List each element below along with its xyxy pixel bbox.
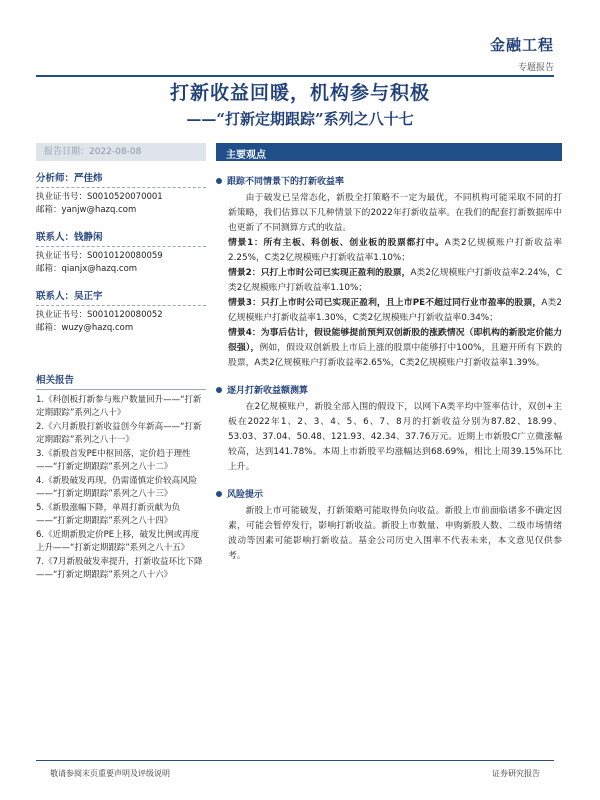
scenario-label: 情景1：所有主板、科创板、创业板的股票都打中。	[228, 238, 445, 248]
section-monthly	[216, 383, 562, 475]
scenario-1	[216, 236, 562, 266]
report-type: 专题报告	[517, 63, 554, 73]
section-heading-text: 风险提示	[227, 490, 264, 500]
main-content	[216, 174, 562, 576]
scenario-4	[216, 326, 562, 371]
related-reports-title: 相关报告	[36, 372, 206, 390]
related-report-item: 7.《7月新股破发率提升，打新收益环比下降——“打新定期跟踪”系列之八十六》	[36, 557, 203, 580]
related-report-item: 4.《新股破发再现，仍需谨慎定价较高风险——“打新定期跟踪”系列之八十三》	[36, 476, 198, 499]
analyst-name: 分析师：严佳炜	[36, 170, 206, 188]
top-divider	[36, 75, 554, 77]
main-points-title: 主要观点	[226, 150, 266, 161]
analyst-cert: 执业证书号：S0010520070001	[36, 192, 163, 202]
scenario-text: A类2亿规模账户打新收益率1.30%，C类2亿规模账户打新收益率0.34%；	[228, 298, 562, 323]
header-right	[490, 34, 554, 73]
contact-email[interactable]: 邮箱：qianjx@hazq.com	[36, 264, 138, 274]
analyst-sidebar	[36, 170, 206, 347]
contact-email[interactable]: 邮箱：wuzy@hazq.com	[36, 323, 134, 333]
contact-name: 联系人：钱静闲	[36, 229, 206, 247]
section-tracking	[216, 174, 562, 371]
section-paragraph: 新股上市可能破发，打新策略可能取得负向收益。新股上市前面临诸多不确定因素，可能会暂停发行，影响打新收益。新股上市数量、申购新股人数、二级市场情绪波动等因素可能影响打新收益。基金公司历史入围率不代表未来，本文意见仅供参考。	[228, 506, 562, 561]
related-report-item: 2.《六月新股打新收益创今年新高——“打新定期跟踪”系列之八十一》	[36, 422, 202, 445]
bullet-icon	[216, 178, 222, 184]
section-heading-text: 逐月打新收益额测算	[227, 386, 309, 396]
footer-divider	[36, 760, 554, 761]
scenario-label: 情景3：只打上市时公司已实现正盈利，且上市PE不超过同行业市盈率的股票，	[228, 298, 542, 308]
scenario-3	[216, 296, 562, 326]
footer-disclaimer: 敬请参阅末页重要声明及评级说明	[50, 769, 170, 778]
footer-label: 证券研究报告	[492, 769, 540, 778]
bullet-icon	[216, 387, 222, 393]
section-paragraph: 由于破发已呈常态化，新股全打策略不一定为最优，不同机构可能采取不同的打新策略，我们估算以下几种情景下的2022年打新收益率。在我们的配套打新数据库中也更新了不同测算方式的收益。	[228, 193, 562, 233]
analyst-block	[36, 170, 206, 217]
section-risk	[216, 487, 562, 564]
brand-title: 金融工程	[489, 36, 554, 54]
related-reports	[36, 372, 206, 583]
scenario-text: 例如，假设双创新股上市后上涨的股票中能够打中100%，且避开所有下跌的股票，A类2亿规模账户打新收益率2.65%，C类2亿规模账户打新收益率1.39%。	[228, 343, 562, 368]
report-subtitle: ——“打新定期跟踪”系列之八十七	[186, 110, 414, 128]
main-points-bar	[216, 143, 562, 161]
section-heading	[216, 487, 562, 500]
related-report-item: 6.《近期新股定价PE上移，破发比例或再度上升——“打新定期跟踪”系列之八十五》	[36, 530, 200, 553]
bullet-icon	[216, 491, 222, 497]
scenario-label: 情景2：只打上市时公司已实现正盈利的股票，	[228, 268, 411, 278]
related-report-item: 3.《新股首发PE中枢回落，定价趋于理性——“打新定期跟踪”系列之八十二》	[36, 449, 191, 472]
contact-block	[36, 229, 206, 276]
report-date: 报告日期：2022-08-08	[36, 143, 206, 161]
section-heading	[216, 174, 562, 187]
contact-cert: 执业证书号：S0010120080059	[36, 251, 163, 261]
related-report-item: 5.《新股涨幅下降，单周打新贡献为负——“打新定期跟踪”系列之八十四》	[36, 503, 181, 526]
report-title: 打新收益回暖，机构参与积极	[169, 82, 430, 104]
related-report-item: 1.《科创板打新参与账户数量回升——“打新定期跟踪”系列之八十》	[36, 395, 202, 418]
section-heading-text: 跟踪不同情景下的打新收益率	[227, 177, 345, 187]
contact-name: 联系人：吴正宇	[36, 288, 206, 306]
scenario-2	[216, 266, 562, 296]
section-heading	[216, 383, 562, 396]
scenario-label: 情景4：为事后估计，假设能够提前预判双创新股的涨跌情况（即机构的新股定价能力很强），	[228, 328, 562, 353]
contact-cert: 执业证书号：S0010120080052	[36, 310, 163, 320]
scenario-text: A类2亿规模账户打新收益率2.24%，C类2亿规模账户打新收益率1.10%；	[228, 268, 562, 293]
scenario-text: A类2亿规模账户打新收益率2.25%，C类2亿规模账户打新收益率1.10%；	[228, 238, 562, 263]
contact-block	[36, 288, 206, 335]
section-paragraph: 在2亿规模账户，新股全部入围的假设下，以网下A类平均中签率估计，双创+主板在2022年1、2、3、4、5、6、7、8月的打新收益分别为87.82、18.99、53.03、37.04、50.48、121.93、42.34、37.76万元。近期上市新股C广立微涨幅较高，达到141.78%。本周上市新股平均涨幅达到68.69%，相比上周39.15%环比上升。	[228, 402, 562, 472]
analyst-email[interactable]: 邮箱：yanjw@hazq.com	[36, 205, 137, 215]
